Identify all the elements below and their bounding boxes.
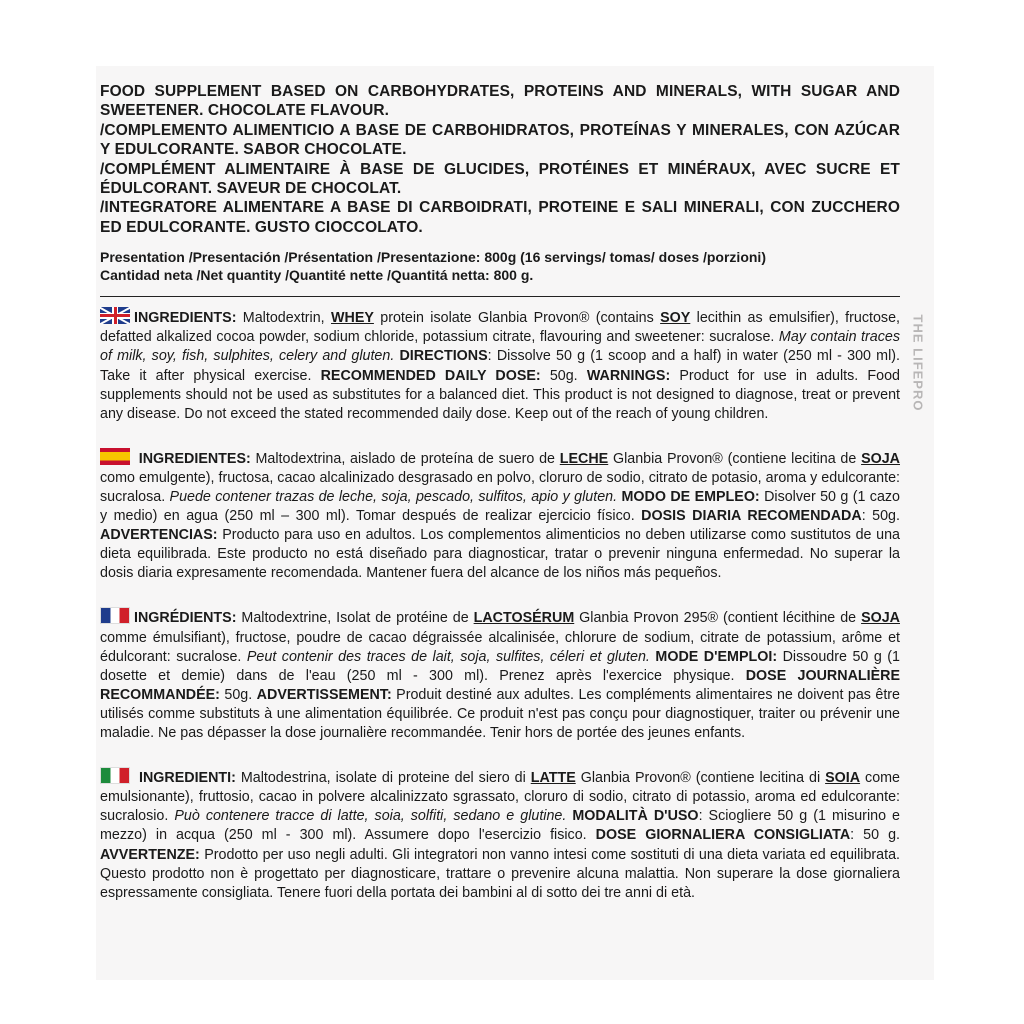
- presentation-line: Presentation /Presentación /Présentation /Presentazione: 800g (16 servings/ tomas/ doses /porzioni): [100, 249, 766, 266]
- presentation: [100, 249, 900, 284]
- traces-note: Peut contenir des traces de lait, soja, sulfites, céleri et gluten.: [246, 648, 650, 665]
- ingredients-heading: INGRÉDIENTS:: [134, 610, 237, 627]
- warnings-heading: AVVERTENZE:: [100, 846, 200, 863]
- label-content: [100, 82, 900, 927]
- section-english: INGREDIENTS: Maltodextrin, WHEY protein isolate Glanbia Provon® (contains SOY lecithin as emulsifier), fructose, defatted alkalized cocoa powder, sodium chloride, potassium citrate, flavouring and sweetener: sucralose. May contain traces of milk, soy, fish, sulphites, celery and gluten. DIRECTIONS: Dissolve 50 g (1 scoop and a half) in water (250 ml - 300 ml). Take it after physical exercise. RECOMMENDED DAILY DOSE: 50g. WARNINGS: Product for use in adults. Food supplements should not be used as substitutes for a balanced diet. This product is not designed to diagnose, treat or prevent any disease. Do not exceed the stated recommended daily dose. Keep out of the reach of young children.: [100, 307, 900, 424]
- section-spanish: INGREDIENTES: Maltodextrina, aislado de proteína de suero de LECHE Glanbia Provon® (contiene lecitina de SOJA como emulgente), fructosa, cacao alcalinizado desgrasado en polvo, cloruro de sodio, citrato de potasio, aroma y edulcorante: sucralosa. Puede contener trazas de leche, soja, pescado, sulfitos, apio y gluten. MODO DE EMPLEO: Disolver 50 g (1 cazo y medio) en agua (250 ml – 300 ml). Tomar después de realizar ejercicio físico. DOSIS DIARIA RECOMENDADA: 50g. ADVERTENCIAS: Producto para uso en adultos. Los complementos alimenticios no deben utilizarse como sustitutos de una dieta equilibrada. Este producto no está diseñado para diagnosticar, tratar o prevenir ninguna enfermedad. No superar la dosis diaria expresamente recomendada. Mantener fuera del alcance de los niños más pequeños.: [100, 448, 900, 584]
- directions-heading: MODE D'EMPLOI:: [649, 648, 778, 665]
- allergen-milk: LATTE: [530, 770, 576, 787]
- spain-flag-icon: [100, 448, 130, 465]
- dose-heading: DOSIS DIARIA RECOMENDADA: [641, 508, 862, 525]
- allergen-soy: SOJA: [861, 610, 900, 627]
- allergen-soy: SOY: [660, 310, 691, 327]
- france-flag-icon: [100, 607, 130, 624]
- ingredients-heading: INGREDIENTS:: [134, 310, 237, 327]
- allergen-milk: LECHE: [559, 450, 609, 467]
- section-french: INGRÉDIENTS: Maltodextrine, Isolat de protéine de LACTOSÉRUM Glanbia Provon 295® (contient lécithine de SOJA comme émulsifiant), fructose, poudre de cacao dégraissée alcalinisée, chlorure de sodium, citrate de potassium, arôme et édulcorant: sucralose. Peut contenir des traces de lait, soja, sulfites, céleri et gluten. MODE D'EMPLOI: Dissoudre 50 g (1 dosette et demie) dans de l'eau (250 ml - 300 ml). Prenez après l'exercice physique. DOSE JOURNALIÈRE RECOMMANDÉE: 50g. ADVERTISSEMENT: Produit destiné aux adultes. Les compléments alimentaires ne doivent pas être utilisés comme substituts à une alimentation équilibrée. Ce produit n'est pas conçu pour diagnostiquer, traiter ou prévenir une maladie. Ne pas dépasser la dose journalière recommandée. Tenir hors de portée des jeunes enfants.: [100, 607, 900, 743]
- product-description: [100, 82, 900, 237]
- allergen-soy: SOJA: [861, 450, 900, 467]
- ingredients-heading: INGREDIENTI:: [134, 770, 236, 787]
- italy-flag-icon: [100, 767, 130, 784]
- directions-heading: MODALITÀ D'USO: [566, 808, 699, 825]
- traces-note: Può contenere tracce di latte, soia, solfiti, sedano e glutine.: [174, 808, 567, 825]
- traces-note: Puede contener trazas de leche, soja, pescado, sulfitos, apio y gluten.: [169, 489, 618, 505]
- allergen-whey: LACTOSÉRUM: [473, 610, 575, 627]
- ingredients-heading: INGREDIENTES:: [134, 450, 251, 467]
- net-quantity-line: Cantidad neta /Net quantity /Quantité nette /Quantitá netta: 800 g.: [100, 266, 534, 283]
- warnings-heading: WARNINGS:: [586, 367, 671, 384]
- description-fr: /COMPLÉMENT ALIMENTAIRE À BASE DE GLUCIDES, PROTÉINES ET MINÉRAUX, AVEC SUCRE ET ÉDULCORANT. SAVEUR DE CHOCOLAT.: [100, 160, 900, 198]
- warnings-heading: ADVERTISSEMENT:: [256, 686, 392, 703]
- dose-heading: RECOMMENDED DAILY DOSE:: [320, 367, 541, 384]
- directions-heading: MODO DE EMPLEO:: [617, 489, 760, 505]
- section-italian: INGREDIENTI: Maltodestrina, isolate di proteine del siero di LATTE Glanbia Provon® (contiene lecitina di SOIA come emulsionante), fruttosio, cacao in polvere alcalinizzato sgrassato, cloruro di sodio, citrato di potassio, aroma ed edulcorante: sucralosio. Può contenere tracce di latte, soia, solfiti, sedano e glutine. MODALITÀ D'USO: Sciogliere 50 g (1 misurino e mezzo) in acqua (250 ml - 300 ml). Assumere dopo l'esercizio fisico. DOSE GIORNALIERA CONSIGLIATA: 50 g. AVVERTENZE: Prodotto per uso negli adulti. Gli integratori non vanno intesi come sostituti di una dieta variata ed equilibrata. Questo prodotto non è progettato per diagnosticare, trattare o prevenire alcuna malattia. Non superare la dose giornaliera espressamente consigliata. Tenere fuori della portata dei bambini al di sotto dei tre anni di età.: [100, 767, 900, 903]
- dose-heading: DOSE GIORNALIERA CONSIGLIATA: [595, 827, 851, 844]
- allergen-soy: SOIA: [825, 770, 861, 787]
- description-en: FOOD SUPPLEMENT BASED ON CARBOHYDRATES, PROTEINS AND MINERALS, WITH SUGAR AND SWEETENER. CHOCOLATE FLAVOUR.: [100, 83, 900, 120]
- side-brand-label: THE LIFEPRO: [910, 314, 926, 412]
- side-brand-text: [905, 288, 931, 438]
- allergen-whey: WHEY: [331, 310, 374, 327]
- warnings-heading: ADVERTENCIAS:: [100, 527, 218, 544]
- description-it: /INTEGRATORE ALIMENTARE A BASE DI CARBOIDRATI, PROTEINE E SALI MINERALI, CON ZUCCHERO ED EDULCORANTE. GUSTO CIOCCOLATO.: [100, 199, 900, 236]
- description-es: /COMPLEMENTO ALIMENTICIO A BASE DE CARBOHIDRATOS, PROTEÍNAS Y MINERALES, CON AZÚCAR Y EDULCORANTE. SABOR CHOCOLATE.: [100, 121, 900, 159]
- divider: [100, 296, 900, 297]
- dose-heading: DOSE JOURNALIÈRE RECOMMANDÉE:: [100, 667, 900, 703]
- directions-heading: DIRECTIONS: [394, 348, 488, 365]
- uk-flag-icon: [100, 307, 130, 324]
- traces-note: May contain traces of milk, soy, fish, sulphites, celery and gluten.: [100, 329, 900, 365]
